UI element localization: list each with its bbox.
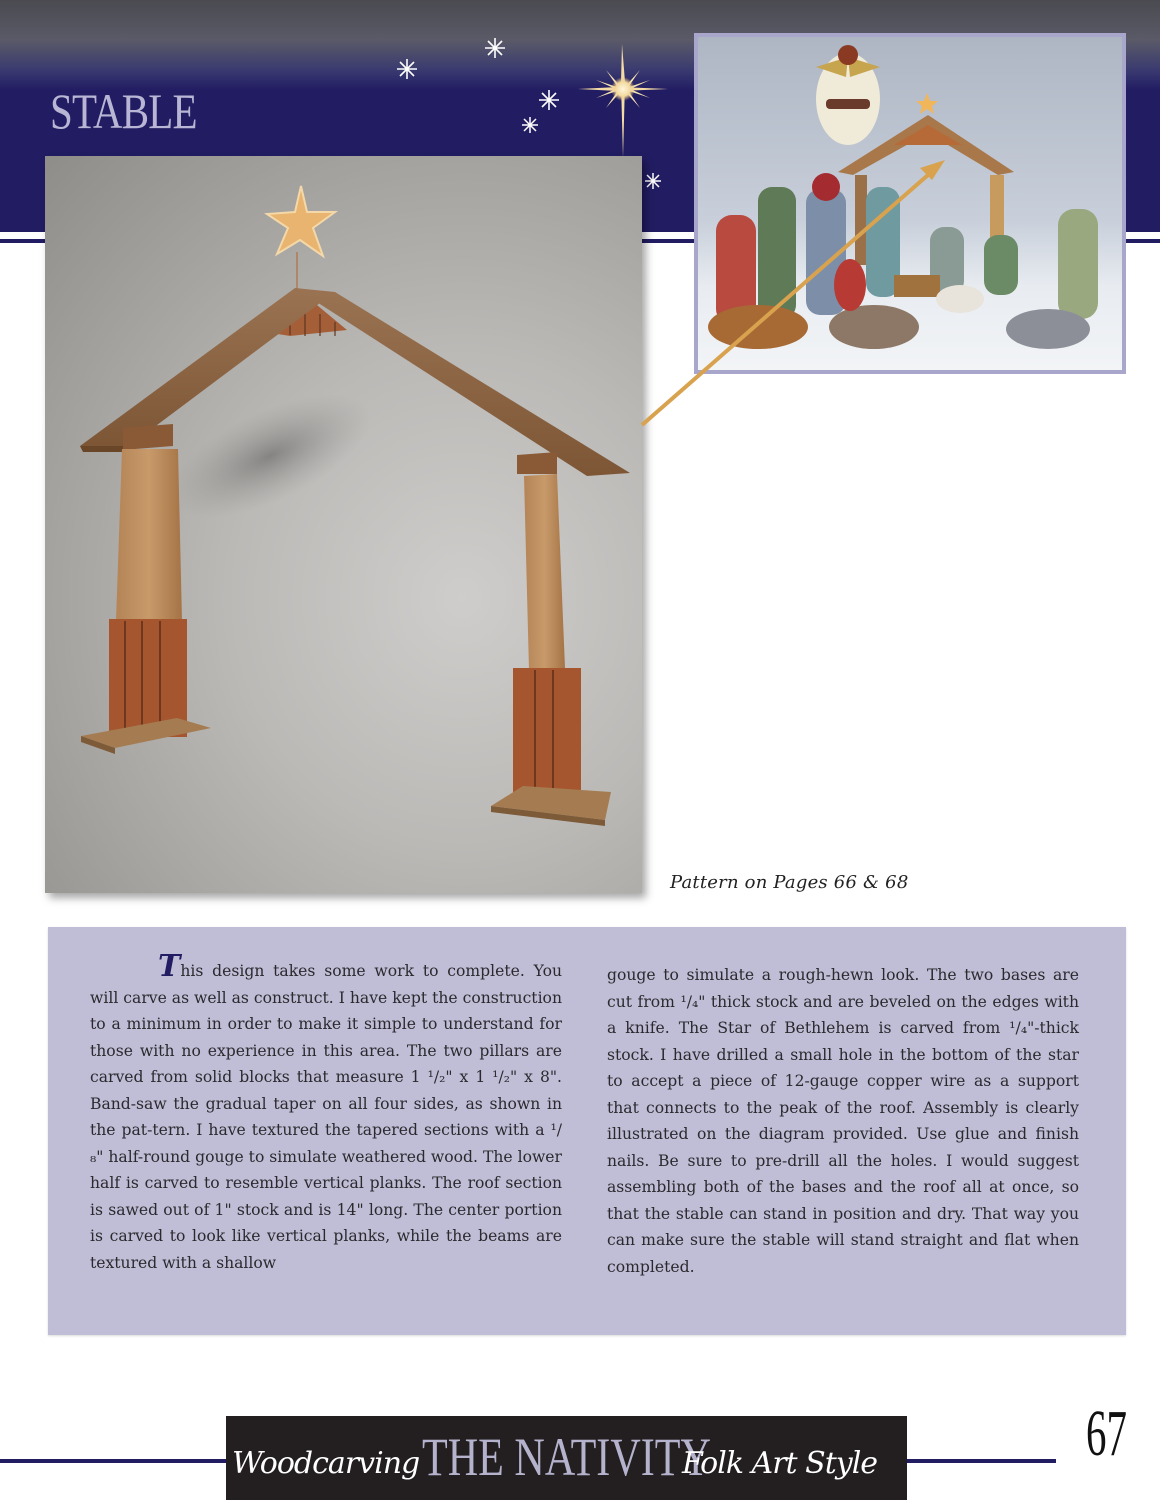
body-column-right [607,962,1079,1280]
inset-photo-nativity-set [694,33,1126,374]
page-number: 67 [1086,1397,1127,1470]
footer-title-nativity: THE NATIVITY [422,1427,711,1487]
main-photo-stable [45,156,642,893]
footer-rule-left [0,1459,228,1463]
body-column-left [90,949,562,1276]
page-title: STABLE [50,83,197,139]
sparkle-star-icon [644,172,662,190]
footer-book-title [226,1416,907,1500]
sparkle-star-icon [484,37,506,59]
body-text-right: gouge to simulate a rough-hewn look. The two bases are cut from ¹/₄" thick stock and are beveled on the edges with a knife. The Star of Bethlehem is carved from ¹/₄"-thick stock. I have drilled a small hole in the bottom of the star to accept a piece of 12-gauge copper wire as a support that connects to the peak of the roof. Assembly is clearly illustrated on the diagram provided. Use glue and finish nails. Be sure to pre-drill all the holes. I would suggest assembling both of the bases and the roof all at once, so that the stable can stand in position and dry. That way you can make sure the stable will stand straight and flat when completed. [607,966,1079,1276]
footer-rule-right [906,1459,1056,1463]
sparkle-star-icon [521,116,539,134]
sparkle-star-icon [396,58,418,80]
footer-script-folk-art-style: Folk Art Style [682,1446,878,1481]
footer-script-woodcarving: Woodcarving [232,1446,420,1481]
body-text-left: his design takes some work to complete. You will carve as well as construct. I have kept the construction to a minimum in order to make it simple to understand for those with no experience in this area. The two pillars are carved from solid blocks that measure 1 ¹/₂" x 1 ¹/₂" x 8". Band-saw the gradual taper on all four sides, as shown in the pat-tern. I have textured the tapered sections with a ¹/₈" half-round gouge to simulate weathered wood. The lower half is carved to resemble vertical planks. The roof section is sawed out of 1" stock and is 14" long. The center portion is carved to look like vertical planks, while the beams are textured with a shallow [90,962,562,1272]
body-text-box [48,927,1126,1335]
bethlehem-star-icon [578,44,668,162]
drop-initial: T [158,949,181,984]
pattern-caption: Pattern on Pages 66 & 68 [670,872,909,893]
sparkle-star-icon [538,89,560,111]
